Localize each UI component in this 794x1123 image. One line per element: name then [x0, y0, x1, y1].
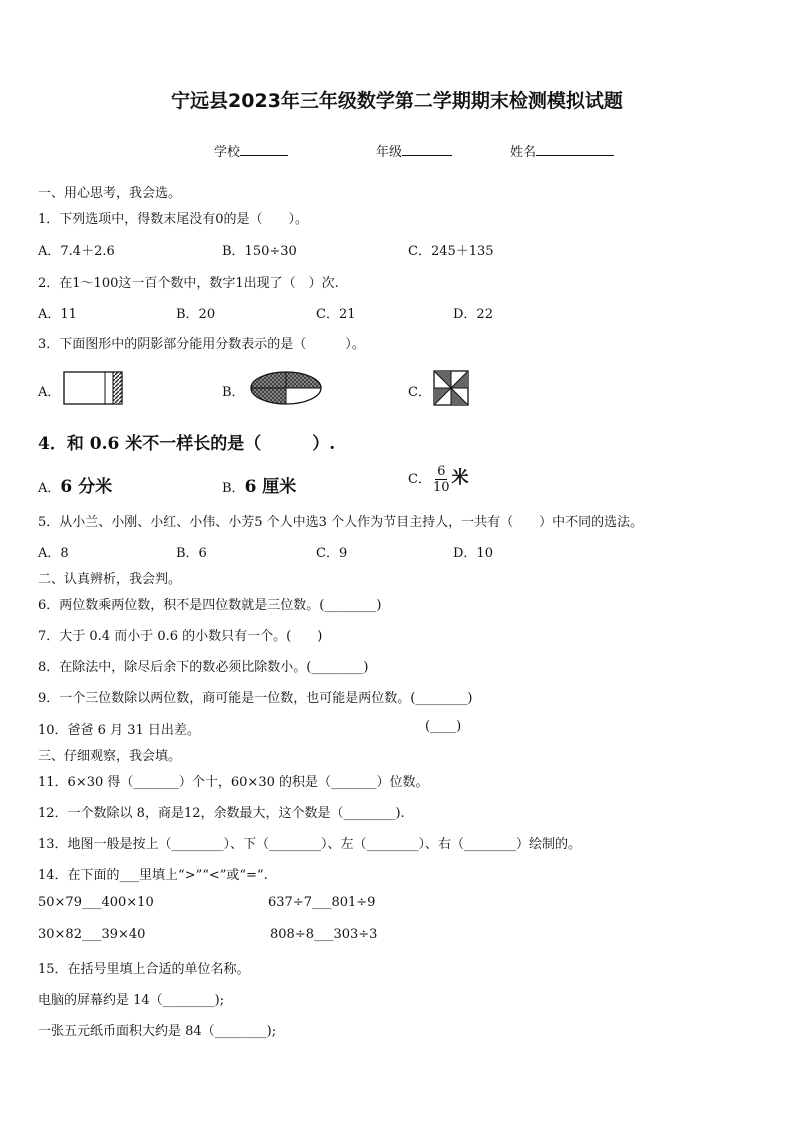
q4-option-c-fraction — [433, 464, 450, 495]
q7-text: 7．大于 0.4 而小于 0.6 的小数只有一个。( ) — [38, 629, 323, 644]
school-label: 学校 — [214, 145, 241, 160]
q5-option-c[interactable]: C．9 — [316, 546, 348, 561]
q8-text: 8．在除法中，除尽后余下的数必须比除数小。(________) — [38, 660, 369, 675]
q14-expr-2: 637÷7___801÷9 — [268, 895, 376, 910]
q3-figure-c-square — [433, 370, 469, 406]
school-blank[interactable] — [240, 143, 288, 156]
q3-figure-a-rectangle — [63, 371, 123, 405]
q4-option-c-label: C． — [408, 472, 431, 487]
q14-expr-4: 808÷8___303÷3 — [270, 927, 378, 942]
q2-option-a[interactable]: A．11 — [38, 307, 77, 322]
q13-text: 13．地图一般是按上（________）、下（________）、左（________）、右（________）绘制的。 — [38, 837, 582, 852]
q4-option-a-label: A． — [38, 481, 61, 496]
q5-option-b[interactable]: B．6 — [176, 546, 207, 561]
q3-figure-b-ellipse — [249, 370, 323, 406]
q2-option-c[interactable]: C．21 — [316, 307, 356, 322]
grade-field — [376, 141, 452, 160]
q3-option-a[interactable]: A． — [38, 385, 61, 400]
q5-stem: 5．从小兰、小刚、小红、小伟、小芳5 个人中选3 个人作为节目主持人，一共有（ ）中不同的选法。 — [38, 515, 644, 530]
grade-blank[interactable] — [402, 143, 452, 156]
q5-option-d[interactable]: D．10 — [453, 546, 493, 561]
q14-stem: 14．在下面的___里填上“>”“<”或“=”. — [38, 868, 268, 883]
q15-stem: 15．在括号里填上合适的单位名称。 — [38, 962, 250, 977]
q3-option-c[interactable]: C． — [408, 385, 431, 400]
q4-option-c[interactable] — [408, 463, 469, 495]
q4-option-b[interactable] — [222, 472, 296, 497]
q14-expr-3: 30×82___39×40 — [38, 927, 146, 942]
q2-option-d[interactable]: D．22 — [453, 307, 493, 322]
q9-text: 9．一个三位数除以两位数，商可能是一位数，也可能是两位数。(________) — [38, 691, 473, 706]
name-blank[interactable] — [536, 143, 614, 156]
grade-label: 年级 — [376, 145, 403, 160]
q6-text: 6．两位数乘两位数，积不是四位数就是三位数。(________) — [38, 598, 382, 613]
q4-option-b-text: 6 厘米 — [244, 477, 297, 497]
q2-stem: 2．在1～100这一百个数中，数字1出现了（ ）次. — [38, 276, 339, 291]
name-field — [510, 141, 614, 160]
fraction-numerator: 6 — [437, 464, 446, 479]
q11-text: 11．6×30 得（_______）个十，60×30 的积是（_______）位数。 — [38, 775, 429, 790]
school-field — [214, 141, 288, 160]
name-label: 姓名 — [510, 145, 537, 160]
q4-option-b-label: B． — [222, 481, 245, 496]
fraction-denominator: 10 — [432, 480, 450, 495]
q1-option-c[interactable]: C．245＋135 — [408, 244, 494, 259]
q4-option-a-text: 6 分米 — [60, 477, 113, 497]
q1-option-a[interactable]: A．7.4＋2.6 — [38, 244, 115, 259]
section-3-heading: 三、仔细观察，我会填。 — [38, 749, 182, 764]
q12-text: 12．一个数除以 8，商是12，余数最大，这个数是（________). — [38, 806, 405, 821]
q3-stem: 3．下面图形中的阴影部分能用分数表示的是（ ）。 — [38, 337, 365, 352]
q10-answer-paren[interactable]: (____) — [425, 719, 462, 734]
q1-option-b[interactable]: B．150÷30 — [222, 244, 297, 259]
q1-stem: 1．下列选项中，得数末尾没有0的是（ ）。 — [38, 212, 309, 227]
q15-line-2: 一张五元纸币面积大约是 84（________); — [38, 1024, 277, 1039]
section-1-heading: 一、用心思考，我会选。 — [38, 186, 182, 201]
q10-text: 10．爸爸 6 月 31 日出差。 — [38, 723, 200, 738]
q4-option-c-unit: 米 — [451, 468, 469, 488]
q15-line-1: 电脑的屏幕约是 14（________); — [38, 993, 225, 1008]
q5-option-a[interactable]: A．8 — [38, 546, 69, 561]
q14-expr-1: 50×79___400×10 — [38, 895, 154, 910]
q2-option-b[interactable]: B．20 — [176, 307, 216, 322]
page-title: 宁远县2023年三年级数学第二学期期末检测模拟试题 — [171, 90, 623, 112]
q4-stem: 4．和 0.6 米不一样长的是（ ）. — [38, 434, 336, 454]
q3-option-b[interactable]: B． — [222, 385, 245, 400]
section-2-heading: 二、认真辨析，我会判。 — [38, 572, 182, 587]
q4-option-a[interactable] — [38, 472, 112, 497]
